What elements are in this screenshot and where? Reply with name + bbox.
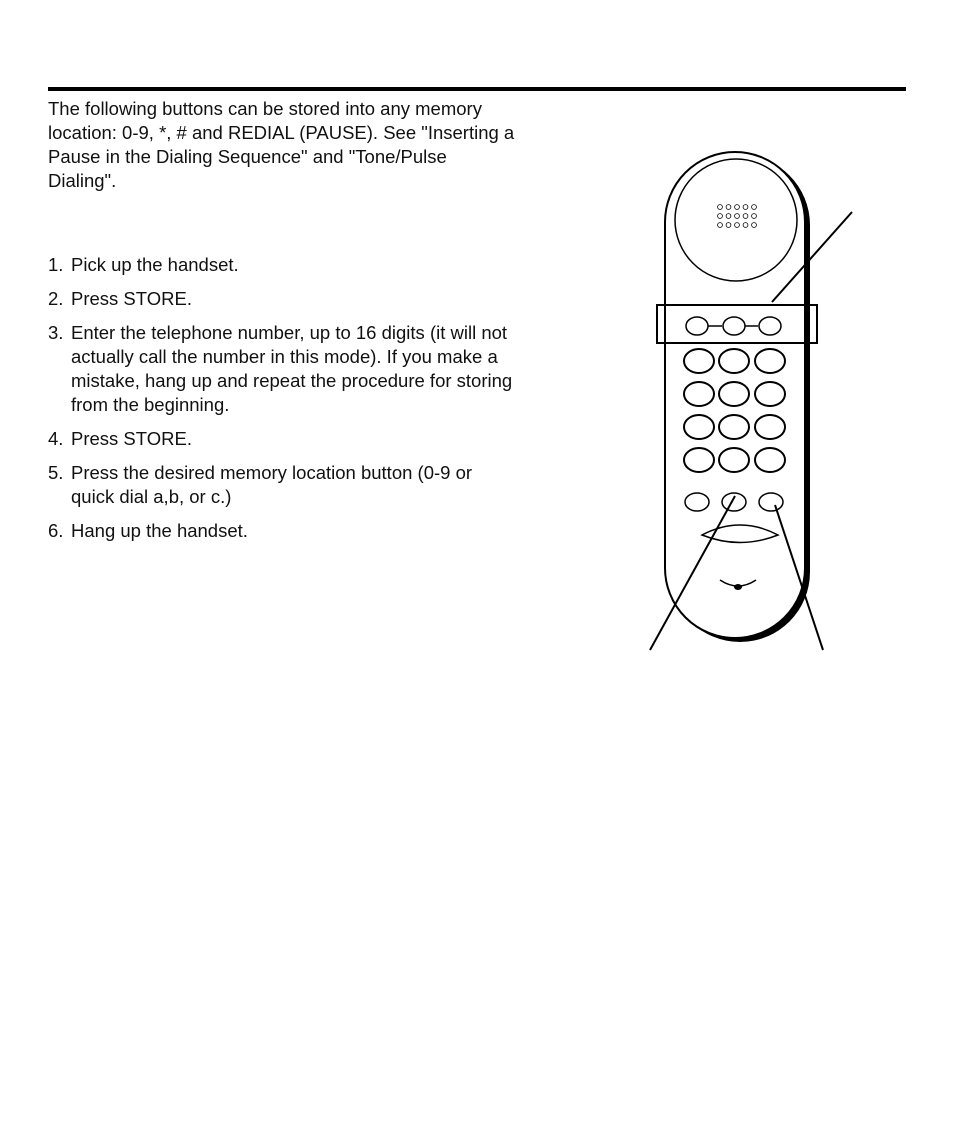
step-text: Press STORE.	[71, 428, 192, 449]
step-number: 5.	[48, 462, 64, 483]
step-number: 4.	[48, 428, 64, 449]
intro-line-2: location: 0-9, *, # and REDIAL (PAUSE). See "Inserting a	[48, 122, 515, 143]
store-button	[722, 493, 746, 511]
microphone-hole	[734, 584, 742, 590]
intro-line-4: Dialing".	[48, 170, 117, 191]
keypad-button	[719, 448, 749, 472]
step-text: quick dial a,b, or c.)	[71, 486, 232, 507]
step-3	[48, 321, 588, 417]
step-4	[48, 427, 588, 451]
earpiece	[675, 159, 797, 281]
quick-dial-buttons	[686, 317, 781, 335]
keypad-button	[684, 349, 714, 373]
keypad-button	[755, 349, 785, 373]
intro-paragraph	[48, 97, 568, 193]
step-text: Enter the telephone number, up to 16 digits (it will not	[71, 322, 508, 343]
step-number: 3.	[48, 322, 64, 343]
step-number: 6.	[48, 520, 64, 541]
keypad-button	[719, 415, 749, 439]
keypad-button	[755, 448, 785, 472]
keypad-button	[719, 349, 749, 373]
keypad-button	[755, 415, 785, 439]
keypad-button	[755, 382, 785, 406]
keypad-button	[684, 382, 714, 406]
step-text: Pick up the handset.	[71, 254, 239, 275]
step-text: from the beginning.	[71, 394, 230, 415]
function-buttons	[685, 493, 783, 511]
keypad-button	[684, 415, 714, 439]
step-6	[48, 519, 588, 543]
quick-dial-c-button	[759, 317, 781, 335]
header-rule	[48, 87, 906, 91]
step-text: mistake, hang up and repeat the procedure for storing	[71, 370, 513, 391]
step-text: actually call the number in this mode). If you make a	[71, 346, 498, 367]
step-number: 1.	[48, 254, 64, 275]
step-text: Press the desired memory location button (0-9 or	[71, 462, 473, 483]
telephone-handset-illustration	[630, 150, 880, 660]
redial-button	[759, 493, 783, 511]
step-1	[48, 253, 588, 277]
quick-dial-a-button	[686, 317, 708, 335]
step-number: 2.	[48, 288, 64, 309]
store-steps-list	[48, 253, 588, 553]
intro-line-1: The following buttons can be stored into any memory	[48, 98, 482, 119]
step-2	[48, 287, 588, 311]
quick-dial-b-button	[723, 317, 745, 335]
step-text: Hang up the handset.	[71, 520, 248, 541]
intro-line-3: Pause in the Dialing Sequence" and "Tone/Pulse	[48, 146, 447, 167]
step-text: Press STORE.	[71, 288, 192, 309]
keypad-button	[719, 382, 749, 406]
step-5	[48, 461, 588, 509]
function-button-left	[685, 493, 709, 511]
keypad-button	[684, 448, 714, 472]
